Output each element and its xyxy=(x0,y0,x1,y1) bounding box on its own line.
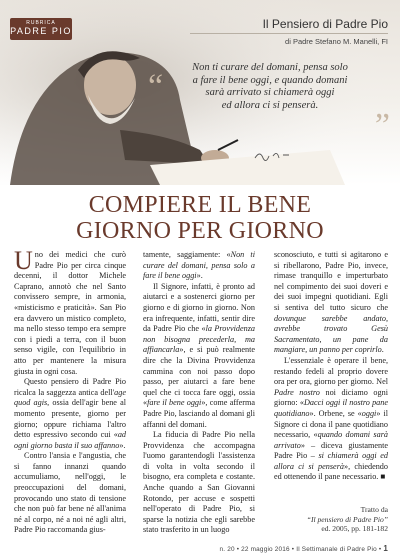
paragraph-text: ». Orbene, se « xyxy=(309,408,362,418)
quote-line: Non ti curare del domani, pensa solo xyxy=(192,62,348,73)
emphasis-text: si chiamerà oggi ed allora ci si penserà xyxy=(274,451,388,471)
emphasis-text: Non ti curare del domani, pensa solo a fare il bene oggi xyxy=(143,250,255,281)
quote-line: a fare il bene oggi, e quando domani xyxy=(192,74,348,86)
paragraph-text: no dei medici che curò Padre Pio per circa cinque decenni, il dottor Michele Caprano, annotò che nel Santo convissero sempre, in armonia, «misticismo e praticità». San Pio era davvero un mistico completo, ma nello stesso tempo era sempre con i piedi a terra, con il buon senso vigile, con l'equilibrio in atto per mantenere la misura giusta in ogni cosa. xyxy=(14,250,126,376)
paragraph-text: sconosciuto, e tutti si agitarono e si ribellarono, Padre Pio, invece, rimase tranquillo e imperturbato nel compimento dei suoi doveri e dei suoi impegni quotidiani. Egli si sentiva del tutto sicuro che xyxy=(274,250,388,312)
source-title: “Il pensiero di Padre Pio” xyxy=(306,514,388,524)
paragraph-text: » il Signore ci dona il pane quotidiano necessario, « xyxy=(274,408,388,440)
issue-number: n. 20 xyxy=(219,546,235,553)
footer-separator: • xyxy=(236,546,242,553)
paragraph xyxy=(14,377,126,451)
paragraph-text: , ossia dell'agir bene al momento presente, giorno per giorno; oppure richiama l'altro detto espressivo secondo cui « xyxy=(14,398,126,440)
paragraph-text: », chiedendo ed ottenendo il pane necessario. xyxy=(274,461,388,482)
paragraph-text: La fiducia di Padre Pio nella Provvidenza che accompagna l'uomo garantendogli l'assistenza di volta in volta secondo il bisogno, era completa e costante. Anche quando a San Giovanni Rotondo, per accuse e sospetti nell'operato di Padre Pio, si sparse la notizia che egli sarebbe stato trasferito in un luogo xyxy=(143,430,255,535)
paragraph-text: L'essenziale è operare il bene, restando fedeli al proprio dovere ora per ora, giorno per giorno. Nel xyxy=(274,355,388,387)
article-column-2 xyxy=(143,250,255,536)
emphasis-text: oggi xyxy=(361,408,377,418)
article-column-1 xyxy=(14,246,126,536)
paragraph-text: ». xyxy=(196,271,203,281)
emphasis-text: age quod agis xyxy=(14,387,126,408)
emphasis-text: la Provvidenza non bisogna precederla, ma affiancarla xyxy=(143,324,256,355)
headline-line-2: GIORNO PER GIORNO xyxy=(76,218,324,244)
paragraph-text: ». xyxy=(119,440,126,450)
emphasis-text: dovunque sarebbe andato, avrebbe trovato Gesù Sacramentato, un pane da mangiare, un panno per coprirlo xyxy=(274,313,388,355)
paragraph-text: », e si può realmente dire che la Divina Provvidenza cammina con noi passo dopo passo, per aiutarci a fare bene quel che ci tocca fare oggi, ossia « xyxy=(143,345,255,408)
publication-name: Il Settimanale di Padre Pio xyxy=(296,546,377,553)
emphasis-text: Dacci oggi il nostro pane quotidiano xyxy=(274,398,389,418)
badge-big-label: PADRE PIO xyxy=(10,26,72,36)
emphasis-text: fare il bene oggi xyxy=(147,398,202,408)
paragraph-text: Il Signore, infatti, è pronto ad aiutarci e a sostenerci giorno per giorno e di giorno in giorno. Non era infrequente, infatti, sentir dire da Padre Pio che « xyxy=(143,281,255,334)
issue-date: 22 maggio 2016 xyxy=(241,546,290,553)
source-line: ed. 2005, pp. 181-182 xyxy=(321,524,388,534)
author-byline: di Padre Stefano M. Manelli, FI xyxy=(285,37,388,46)
header-rule xyxy=(190,33,388,34)
paragraph-text: tamente, saggiamente: « xyxy=(143,250,231,259)
end-mark-icon: ■ xyxy=(380,472,386,482)
paragraph xyxy=(14,246,126,377)
paragraph-text: », come afferma Padre Pio, lasciando al domani gli affanni del domani. xyxy=(143,398,255,429)
paragraph-text: Contro l'ansia e l'angustia, che si fanno innanzi quando accumuliamo, nell'oggi, le preoccupazioni del domani, provocando uno stato di tensione che non può far bene né all'anima né al corpo, né a noi né agli altri, Padre Pio raccomanda gius- xyxy=(14,451,126,535)
source-note xyxy=(268,505,388,534)
emphasis-text: quando domani sarà arrivato xyxy=(274,430,388,450)
badge-small-label: RUBRICA xyxy=(26,20,56,26)
quote-line: sarà arrivato si chiamerà oggi xyxy=(205,87,335,98)
emphasis-text: Padre nostro xyxy=(274,387,320,397)
section-title: Il Pensiero di Padre Pio xyxy=(262,17,388,31)
open-quote-mark-icon: “ xyxy=(148,68,164,105)
paragraph-text: noi diciamo ogni giorno: « xyxy=(274,387,388,408)
headline-line-1: COMPIERE IL BENE xyxy=(88,192,312,218)
paragraph xyxy=(143,430,255,536)
drop-cap: U xyxy=(14,246,33,275)
quote-line: ed allora ci si penserà. xyxy=(221,99,319,111)
section-badge xyxy=(10,18,72,40)
paragraph xyxy=(143,250,255,282)
footer-separator: • xyxy=(378,546,384,553)
paragraph-text: » – diceva giustamente Padre Pio – xyxy=(274,440,388,461)
pull-quote xyxy=(150,62,390,112)
page-number: 1 xyxy=(383,544,388,553)
paragraph xyxy=(274,250,388,356)
paragraph xyxy=(274,356,388,483)
paragraph-text: . xyxy=(381,345,384,355)
paragraph xyxy=(143,282,255,430)
emphasis-text: ad ogni giorno basta il suo affanno xyxy=(14,430,126,450)
article-column-3 xyxy=(274,250,388,483)
paragraph xyxy=(14,451,126,536)
footer-separator: • xyxy=(291,546,297,553)
source-line: Tratto da xyxy=(360,505,388,514)
page-footer xyxy=(220,544,388,553)
paragraph-text: Questo pensiero di Padre Pio ricalca la saggezza antica dell' xyxy=(14,377,126,397)
close-quote-mark-icon: ” xyxy=(374,107,390,144)
